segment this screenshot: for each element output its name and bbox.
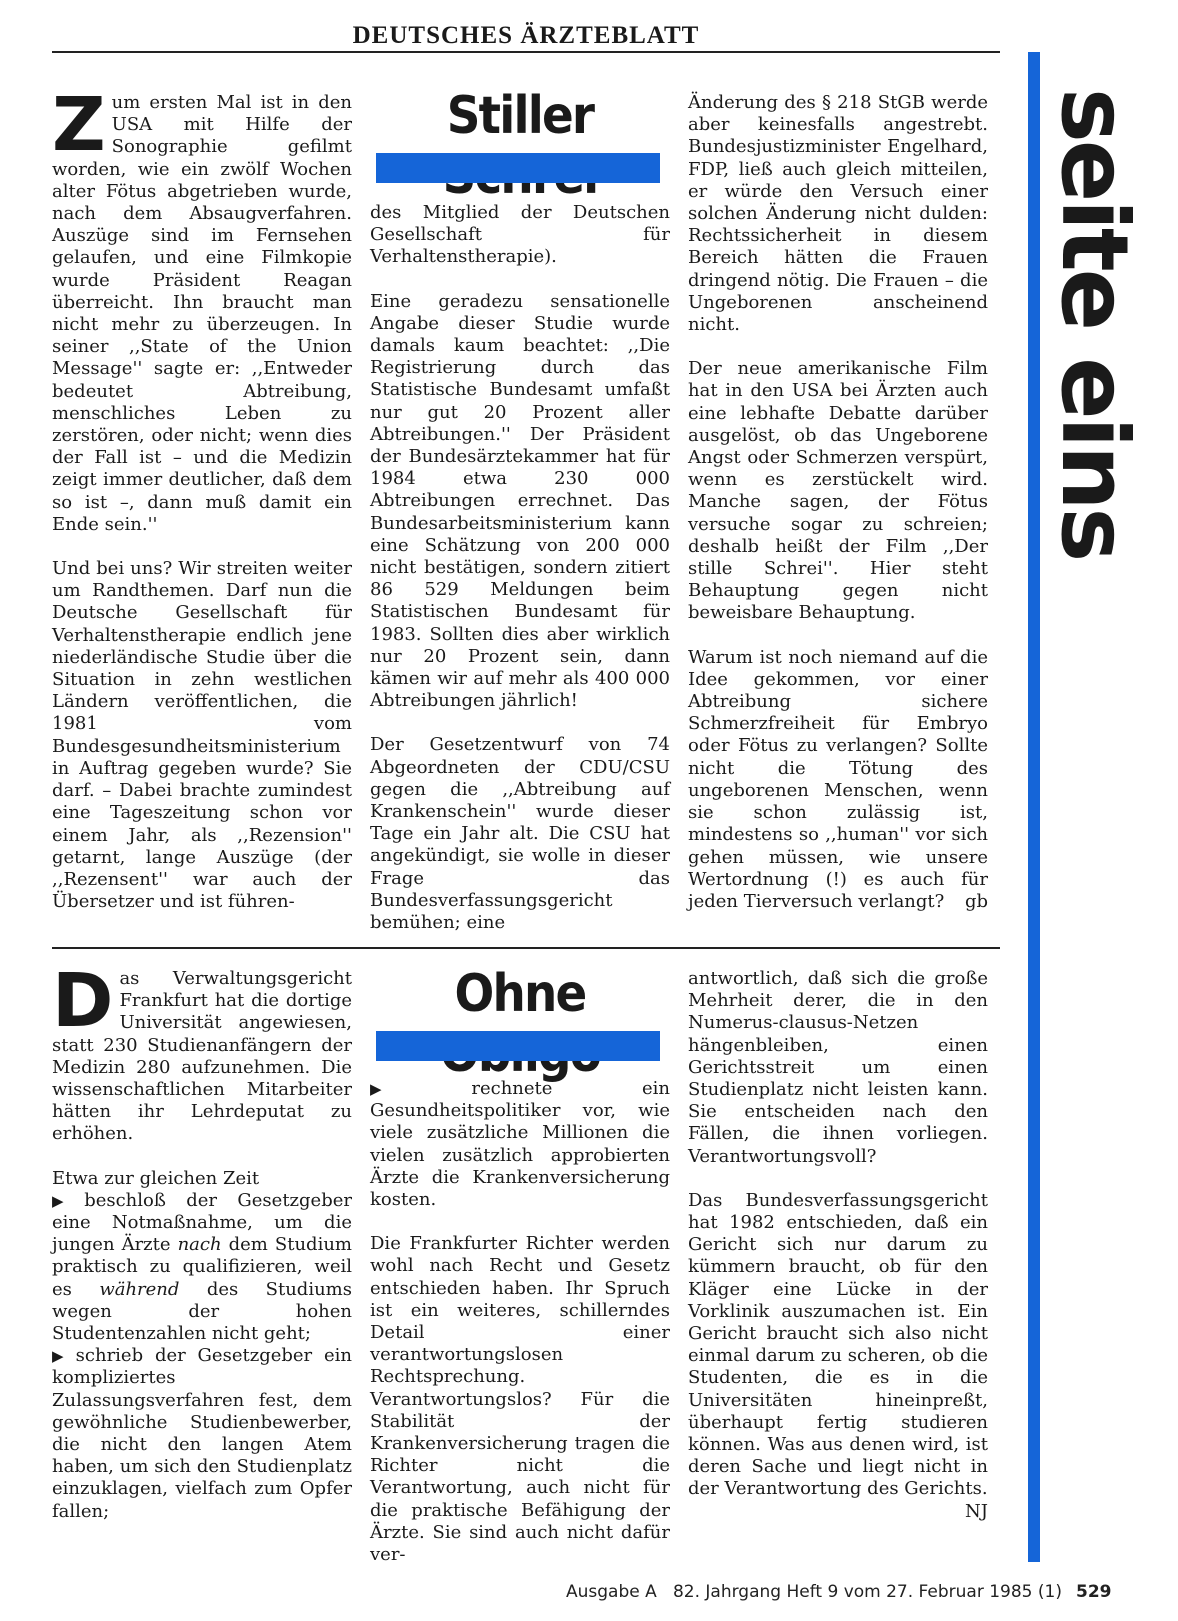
article1-col3-p1: Änderung des § 218 StGB werde aber keinesfalls angestrebt. Bundesjustizminister Engelhard, FDP, ließ auch gleich mitteilen, er würde den Versuch einer solchen Änderung nicht dulden: Rechtssicherheit in diesem Bereich hätten die Frauen dringend nötig. Die Frauen – die Ungeborenen anscheinend nicht.	[688, 92, 988, 336]
article1-col1-p1: um ersten Mal ist in den USA mit Hilfe der Sonographie gefilmt worden, wie ein zwölf Wochen alter Fötus abgetrieben wurde, nach dem Absaugverfahren. Auszüge sind im Fernsehen gelaufen, und eine Filmkopie wurde Präsident Reagan überreicht. Ihn braucht man nicht mehr zu überzeugen. In seiner ,,State of the Union Message'' sagte er: ,,Entweder bedeutet Abtreibung, menschliches Leben zu zerstören, oder nicht; wenn dies der Fall ist – und die Medizin zeigt immer deutlicher, daß dem so ist –, dann muß damit ein Ende sein.''	[52, 92, 352, 535]
masthead: DEUTSCHES ÄRZTEBLATT	[352, 22, 700, 49]
triangle-bullet-icon: ▶	[370, 1080, 466, 1098]
page-footer	[566, 1582, 1111, 1602]
article2-intro: Etwa zur gleichen Zeit	[52, 1167, 260, 1189]
article1-signature: gb	[964, 890, 988, 912]
triangle-bullet-icon: ▶	[52, 1347, 70, 1366]
article1-headline-band	[376, 153, 660, 183]
page-number: 529	[1075, 1582, 1112, 1602]
article2-dropcap: D	[52, 958, 114, 1044]
triangle-bullet-icon: ▶	[52, 1191, 79, 1210]
article1-dropcap: Z	[52, 82, 106, 168]
issue-info: Ausgabe A 82. Jahrgang Heft 9 vom 27. Februar 1985 (1)	[566, 1582, 1062, 1602]
article2-col2-p1: Die Frankfurter Richter werden wohl nach Recht und Gesetz entschieden haben. Ihr Spruch ist ein weiteres, schillerndes Detail einer verantwortungslosen Rechtsprechung. Verantwortungslos? Für die Stabilität der Krankenversicherung tragen die Richter nicht die Verantwortung, auch nicht für die praktische Befähigung der Ärzte. Sie sind auch nicht dafür ver-	[370, 1233, 670, 1566]
article1-col2-p1: des Mitglied der Deutschen Gesellschaft für Verhaltenstherapie).	[370, 202, 670, 268]
article2-headline-band	[376, 1031, 660, 1061]
article1-col2	[370, 202, 670, 934]
article2-col2	[370, 1078, 670, 1566]
article1-col2-p3: Der Gesetzentwurf von 74 Abgeordneten der CDU/CSU gegen die ,,Abtreibung auf Krankenschein'' wurde dieser Tage ein Jahr alt. Die CSU hat angekündigt, sie wolle in dieser Frage das Bundesverfassungsgericht bemühen; eine	[370, 734, 670, 934]
article2-col3	[688, 968, 988, 1523]
top-rule	[52, 51, 1000, 53]
article2-col1-p1: as Verwaltungsgericht Frankfurt hat die dortige Universität angewiesen, statt 230 Studienanfängern der Medizin 280 aufzunehmen. Die wissenschaftlichen Mitarbeiter hätten ihr Lehrdeputat zu erhöhen.	[52, 968, 352, 1145]
article2-col1	[52, 958, 352, 1523]
article1-col2-p2: Eine geradezu sensationelle Angabe dieser Studie wurde damals kaum beachtet: ,,Die Registrierung durch das Statistische Bundesamt umfaßt nur gut 20 Prozent aller Abtreibungen.'' Der Präsident der Bundesärztekammer hat für 1984 etwa 230 000 Abtreibungen errechnet. Das Bundesarbeitsministerium kann eine Schätzung von 200 000 nicht bestätigen, sondern zitiert 86 529 Meldungen beim Statistischen Bundesamt für 1983. Sollten dies aber wirklich nur 20 Prozent sein, dann kämen wir auf mehr als 400 000 Abtreibungen jährlich!	[370, 290, 670, 712]
article2-col3-p2: Das Bundesverfassungsgericht hat 1982 entschieden, daß ein Gericht sich nur darum zu kümmern braucht, ob für den Kläger eine Lücke in der Vorklinik auszumachen ist. Ein Gericht braucht sich also nicht einmal darum zu scheren, ob die Studenten, die es in die Universitäten hineinpreßt, überhaupt fertig studieren können. Was aus denen wird, ist deren Sache und liegt nicht in der Verantwortung des Gerichts.	[688, 1189, 988, 1500]
article2-headline: Ohne	[454, 964, 586, 1024]
side-accent-bar	[1028, 52, 1040, 1562]
article2-signature: NJ	[965, 1500, 988, 1522]
article2-col3-p1: antwortlich, daß sich die große Mehrheit derer, die in den Numerus-clausus-Netzen hängenbleiben, einen Gerichtsstreit um einen Studienplatz nicht leisten kann. Sie entscheiden nach den Fällen, die ihnen vorliegen. Verantwortungsvoll?	[688, 968, 988, 1167]
article1-col3-p2: Der neue amerikanische Film hat in den USA bei Ärzten auch eine lebhafte Debatte darüber ausgelöst, ob das Ungeborene Angst oder Schmerzen verspürt, wenn es zerstückelt wird. Manche sagen, der Fötus versuche sogar zu schreien; deshalb heißt der Film ,,Der stille Schrei''. Hier steht Behauptung gegen nicht beweisbare Behauptung.	[688, 358, 988, 624]
article1-col3	[688, 92, 988, 913]
bullet-item-2: ▶ schrieb der Gesetzgeber ein kompliziertes Zulassungsverfahren fest, dem gewöhnliche Studienbewerber, die nicht den langen Atem haben, um sich den Studienplatz einzuklagen, vielfach zum Opfer fallen;	[52, 1345, 352, 1522]
article1-col3-p3: Warum ist noch niemand auf die Idee gekommen, vor einer Abtreibung sichere Schmerzfreiheit für Embryo oder Fötus zu verlangen? Sollte nicht die Tötung des ungeborenen Menschen, wenn sie schon zulässig ist, mindestens so ,,human'' vor sich gehen müssen, wie unsere Wertordnung (!) es auch für jeden Tierversuch verlangt?	[688, 646, 988, 912]
article1-col1	[52, 82, 352, 913]
article1-headline: Stiller	[446, 86, 594, 146]
article1-col1-p2: Und bei uns? Wir streiten weiter um Randthemen. Darf nun die Deutsche Gesellschaft für Verhaltenstherapie endlich jene niederländische Studie über die Situation in zehn westlichen Ländern veröffentlichen, die 1981 vom Bundesgesundheitsministerium in Auftrag gegeben wurde? Sie darf. – Dabei brachte zumindest eine Tageszeitung schon vor einem Jahr, als ,,Rezension'' getarnt, lange Auszüge (der ,,Rezensent'' war auch der Übersetzer und ist führen-	[52, 558, 352, 913]
bullet-item-1: ▶ beschloß der Gesetzgeber eine Notmaßnahme, um die jungen Ärzte nach dem Studium praktisch zu qualifizieren, weil es während des Studiums wegen der hohen Studentenzahlen nicht geht;	[52, 1189, 352, 1345]
section-title: seite eins	[1041, 88, 1148, 560]
article-divider	[52, 947, 1000, 949]
bullet-item-3: ▶ rechnete ein Gesundheitspolitiker vor, wie viele zusätzliche Millionen die vielen zusätzlich approbierten Ärzte die Krankenversicherung kosten.	[370, 1078, 670, 1211]
